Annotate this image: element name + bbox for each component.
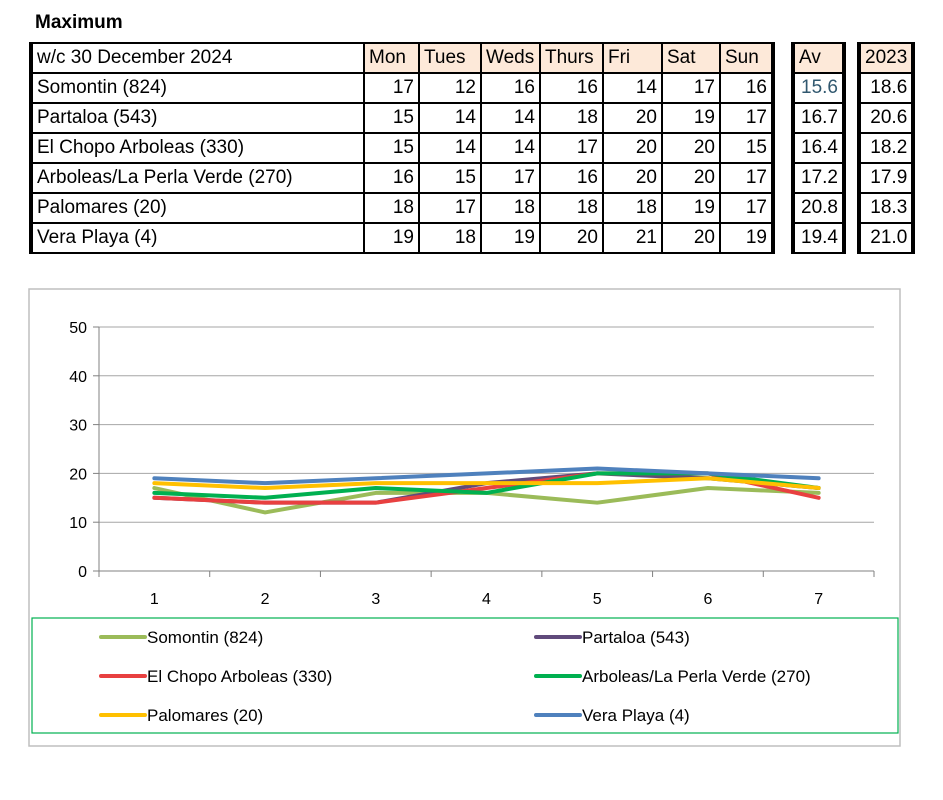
- x-tick-label: 6: [703, 591, 713, 608]
- x-tick-label: 4: [482, 591, 491, 608]
- prev-year-cell: 18.3: [859, 193, 913, 223]
- temperature-cell: 16: [364, 163, 419, 193]
- temperature-cell: 16: [540, 163, 603, 193]
- y-tick-label: 50: [69, 320, 87, 337]
- day-header: Thurs: [540, 43, 603, 73]
- average-cell: 15.6: [793, 73, 844, 103]
- prev-year-cell: 21.0: [859, 223, 913, 253]
- temperature-cell: 18: [364, 193, 419, 223]
- x-tick-label: 1: [149, 591, 159, 608]
- temperature-cell: 19: [662, 193, 720, 223]
- day-header: Sun: [720, 43, 773, 73]
- temperature-cell: 17: [481, 163, 540, 193]
- legend-label: El Chopo Arboleas (330): [147, 667, 333, 686]
- week-label: w/c 30 December 2024: [31, 43, 364, 73]
- page-title: Maximum: [35, 12, 123, 33]
- temperature-cell: 19: [662, 103, 720, 133]
- av-header: Av: [793, 43, 844, 73]
- y-tick-label: 0: [78, 564, 87, 581]
- day-header: Sat: [662, 43, 720, 73]
- temperature-cell: 17: [720, 163, 773, 193]
- temperature-cell: 17: [662, 73, 720, 103]
- temperature-cell: 17: [364, 73, 419, 103]
- temperature-cell: 20: [540, 223, 603, 253]
- x-tick-label: 7: [814, 591, 824, 608]
- y-tick-label: 20: [69, 466, 87, 484]
- x-tick-label: 2: [260, 591, 270, 608]
- temperature-cell: 16: [540, 73, 603, 103]
- temperature-cell: 14: [481, 103, 540, 133]
- average-cell: 16.4: [793, 133, 844, 163]
- station-name: Partaloa (543): [31, 103, 364, 133]
- temperature-cell: 14: [419, 103, 481, 133]
- legend-label: Somontin (824): [147, 628, 264, 647]
- temperature-cell: 17: [720, 103, 773, 133]
- legend-label: Arboleas/La Perla Verde (270): [582, 667, 811, 686]
- x-tick-label: 3: [371, 591, 381, 608]
- average-cell: 19.4: [793, 223, 844, 253]
- temperature-cell: 19: [481, 223, 540, 253]
- x-tick-label: 5: [592, 591, 602, 608]
- temperature-cell: 18: [603, 193, 662, 223]
- prev-year-cell: 17.9: [859, 163, 913, 193]
- average-cell: 20.8: [793, 193, 844, 223]
- temperature-cell: 17: [720, 193, 773, 223]
- temperature-cell: 15: [419, 163, 481, 193]
- station-name: Arboleas/La Perla Verde (270): [31, 163, 364, 193]
- temperature-cell: 20: [603, 103, 662, 133]
- legend-label: Vera Playa (4): [582, 706, 690, 725]
- day-header: Fri: [603, 43, 662, 73]
- station-name: El Chopo Arboleas (330): [31, 133, 364, 163]
- temperature-cell: 21: [603, 223, 662, 253]
- temperature-cell: 19: [364, 223, 419, 253]
- temperature-cell: 20: [662, 133, 720, 163]
- temperature-cell: 16: [481, 73, 540, 103]
- day-header: Tues: [419, 43, 481, 73]
- day-header: Weds: [481, 43, 540, 73]
- temperature-cell: 20: [603, 163, 662, 193]
- y-tick-label: 30: [69, 417, 87, 435]
- temperature-cell: 19: [720, 223, 773, 253]
- temperature-cell: 18: [481, 193, 540, 223]
- legend-label: Palomares (20): [147, 706, 264, 725]
- temperature-cell: 14: [481, 133, 540, 163]
- temperature-cell: 14: [603, 73, 662, 103]
- prev-year-cell: 20.6: [859, 103, 913, 133]
- legend-label: Partaloa (543): [582, 628, 690, 647]
- temperature-cell: 20: [662, 223, 720, 253]
- temperature-cell: 20: [603, 133, 662, 163]
- prev-year-header: 2023: [859, 43, 913, 73]
- station-name: Vera Playa (4): [31, 223, 364, 253]
- prev-year-cell: 18.2: [859, 133, 913, 163]
- temperature-cell: 17: [419, 193, 481, 223]
- temperature-cell: 15: [364, 103, 419, 133]
- temperature-cell: 17: [540, 133, 603, 163]
- temperature-cell: 16: [720, 73, 773, 103]
- station-name: Palomares (20): [31, 193, 364, 223]
- temperature-cell: 18: [419, 223, 481, 253]
- temperature-cell: 15: [720, 133, 773, 163]
- day-header: Mon: [364, 43, 419, 73]
- temperature-cell: 18: [540, 193, 603, 223]
- temperature-cell: 20: [662, 163, 720, 193]
- temperature-cell: 18: [540, 103, 603, 133]
- y-tick-label: 40: [69, 368, 87, 386]
- station-name: Somontin (824): [31, 73, 364, 103]
- temperature-cell: 12: [419, 73, 481, 103]
- temperature-cell: 14: [419, 133, 481, 163]
- y-tick-label: 10: [69, 515, 87, 533]
- average-cell: 17.2: [793, 163, 844, 193]
- prev-year-cell: 18.6: [859, 73, 913, 103]
- temperature-cell: 15: [364, 133, 419, 163]
- average-cell: 16.7: [793, 103, 844, 133]
